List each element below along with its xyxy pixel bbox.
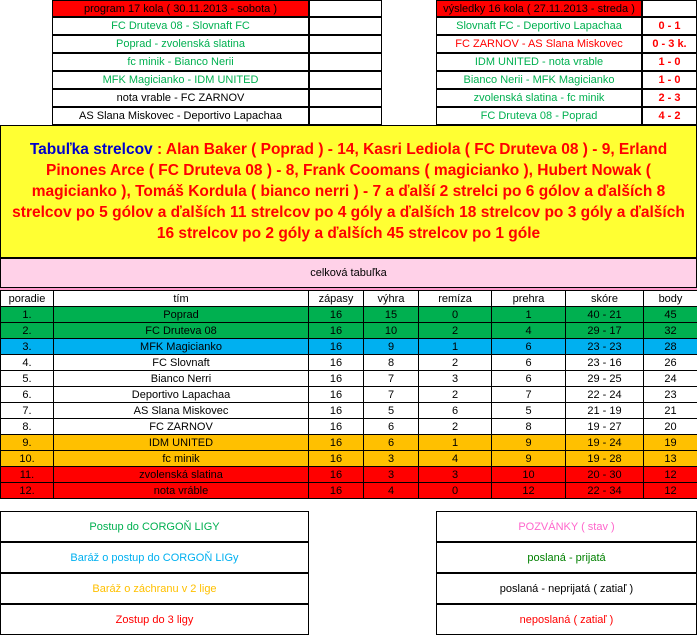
- wins-cell: 7: [364, 371, 419, 387]
- result-score: 2 - 3: [642, 89, 697, 107]
- standings-header-cell: body: [644, 291, 697, 307]
- played-cell: 16: [309, 419, 364, 435]
- table-row: [1, 451, 697, 467]
- score-cell: 23 - 16: [566, 355, 644, 371]
- losses-cell: 4: [492, 323, 566, 339]
- result-match: zvolenská slatina - fc minik: [436, 89, 642, 107]
- wins-cell: 10: [364, 323, 419, 339]
- points-cell: 12: [644, 483, 697, 499]
- points-cell: 12: [644, 467, 697, 483]
- pos-cell: 11.: [1, 467, 54, 483]
- wins-cell: 4: [364, 483, 419, 499]
- result-match: Slovnaft FC - Deportivo Lapachaa: [436, 17, 642, 35]
- program-header: program 17 kola ( 30.11.2013 - sobota ): [52, 0, 309, 17]
- wins-cell: 7: [364, 387, 419, 403]
- team-cell: IDM UNITED: [54, 435, 309, 451]
- result-score: 4 - 2: [642, 107, 697, 125]
- result-score: 0 - 3 k.: [642, 35, 697, 53]
- score-cell: 20 - 30: [566, 467, 644, 483]
- points-cell: 19: [644, 435, 697, 451]
- standings-header-row: [1, 291, 697, 307]
- program-match: Poprad - zvolenská slatina: [52, 35, 309, 53]
- played-cell: 16: [309, 323, 364, 339]
- score-cell: 23 - 23: [566, 339, 644, 355]
- losses-cell: 6: [492, 339, 566, 355]
- program-match-blank: [309, 17, 382, 35]
- score-cell: 19 - 24: [566, 435, 644, 451]
- table-row: [1, 307, 697, 323]
- team-cell: fc minik: [54, 451, 309, 467]
- played-cell: 16: [309, 371, 364, 387]
- score-cell: 29 - 17: [566, 323, 644, 339]
- wins-cell: 5: [364, 403, 419, 419]
- table-row: [1, 323, 697, 339]
- losses-cell: 10: [492, 467, 566, 483]
- score-cell: 22 - 34: [566, 483, 644, 499]
- losses-cell: 7: [492, 387, 566, 403]
- draws-cell: 4: [419, 451, 492, 467]
- team-cell: Bianco Nerri: [54, 371, 309, 387]
- played-cell: 16: [309, 387, 364, 403]
- pos-cell: 6.: [1, 387, 54, 403]
- draws-cell: 3: [419, 467, 492, 483]
- results-header: výsledky 16 kola ( 27.11.2013 - streda ): [436, 0, 642, 17]
- draws-cell: 2: [419, 355, 492, 371]
- invitation-status-item: poslaná - neprijatá ( zatiaľ ): [436, 573, 697, 604]
- standings-header-cell: prehra: [492, 291, 566, 307]
- standings-header-cell: tím: [54, 291, 309, 307]
- pos-cell: 9.: [1, 435, 54, 451]
- standings-title: celková tabuľka: [0, 258, 697, 288]
- invitation-status-item: poslaná - prijatá: [436, 542, 697, 573]
- draws-cell: 2: [419, 419, 492, 435]
- table-row: [1, 467, 697, 483]
- program-match-blank: [309, 35, 382, 53]
- score-cell: 22 - 24: [566, 387, 644, 403]
- score-cell: 29 - 25: [566, 371, 644, 387]
- draws-cell: 3: [419, 371, 492, 387]
- losses-cell: 6: [492, 371, 566, 387]
- losses-cell: 5: [492, 403, 566, 419]
- result-match: FC ZARNOV - AS Slana Miskovec: [436, 35, 642, 53]
- points-cell: 32: [644, 323, 697, 339]
- legend-item: Baráž o postup do CORGOŇ LIGy: [0, 542, 309, 573]
- draws-cell: 0: [419, 483, 492, 499]
- result-score: 1 - 0: [642, 71, 697, 89]
- team-cell: Poprad: [54, 307, 309, 323]
- draws-cell: 6: [419, 403, 492, 419]
- scorers-text: : Alan Baker ( Poprad ) - 14, Kasri Lediola ( FC Druteva 08 ) - 9, Erland Pinones Arce ( FC Druteva 08 ) - 8, Frank Coomans ( magicianko ), Hubert Nowak ( magicianko ), Tomáš Kordula ( bianco nerri ) - 7 a ďalší 2 strelci po 6 gólov a ďalších 8 strelcov po 5 gólov a ďalších 11 strelcov po 4 góly a ďalších 18 strelcov po 3 góly a ďalších 16 strelcov po 2 góly a ďalších 45 strelcov po 1 góle: [12, 141, 685, 242]
- result-match: FC Druteva 08 - Poprad: [436, 107, 642, 125]
- wins-cell: 6: [364, 435, 419, 451]
- team-cell: nota vráble: [54, 483, 309, 499]
- program-match-blank: [309, 71, 382, 89]
- table-row: [1, 483, 697, 499]
- points-cell: 13: [644, 451, 697, 467]
- program-match: AS Slana Miskovec - Deportivo Lapachaa: [52, 107, 309, 125]
- score-cell: 19 - 27: [566, 419, 644, 435]
- team-cell: AS Slana Miskovec: [54, 403, 309, 419]
- losses-cell: 8: [492, 419, 566, 435]
- points-cell: 24: [644, 371, 697, 387]
- losses-cell: 6: [492, 355, 566, 371]
- played-cell: 16: [309, 307, 364, 323]
- standings-header-cell: výhra: [364, 291, 419, 307]
- standings-header-cell: zápasy: [309, 291, 364, 307]
- played-cell: 16: [309, 435, 364, 451]
- result-match: IDM UNITED - nota vrable: [436, 53, 642, 71]
- wins-cell: 3: [364, 467, 419, 483]
- losses-cell: 1: [492, 307, 566, 323]
- score-cell: 21 - 19: [566, 403, 644, 419]
- pos-cell: 8.: [1, 419, 54, 435]
- program-match-blank: [309, 89, 382, 107]
- team-cell: FC ZARNOV: [54, 419, 309, 435]
- program-match: MFK Magicianko - IDM UNITED: [52, 71, 309, 89]
- result-score: 0 - 1: [642, 17, 697, 35]
- legend-item: Postup do CORGOŇ LIGY: [0, 511, 309, 542]
- pos-cell: 4.: [1, 355, 54, 371]
- draws-cell: 2: [419, 387, 492, 403]
- pos-cell: 7.: [1, 403, 54, 419]
- team-cell: MFK Magicianko: [54, 339, 309, 355]
- team-cell: FC Slovnaft: [54, 355, 309, 371]
- played-cell: 16: [309, 339, 364, 355]
- legend-item: Baráž o záchranu v 2 lige: [0, 573, 309, 604]
- standings-header-cell: skóre: [566, 291, 644, 307]
- result-match: Bianco Nerii - MFK Magicianko: [436, 71, 642, 89]
- table-row: [1, 355, 697, 371]
- table-row: [1, 339, 697, 355]
- program-header-blank: [309, 0, 382, 17]
- pos-cell: 2.: [1, 323, 54, 339]
- played-cell: 16: [309, 403, 364, 419]
- losses-cell: 9: [492, 435, 566, 451]
- points-cell: 45: [644, 307, 697, 323]
- wins-cell: 3: [364, 451, 419, 467]
- pos-cell: 5.: [1, 371, 54, 387]
- standings-header-cell: remíza: [419, 291, 492, 307]
- standings-header-cell: poradie: [1, 291, 54, 307]
- played-cell: 16: [309, 467, 364, 483]
- pos-cell: 3.: [1, 339, 54, 355]
- team-cell: Deportivo Lapachaa: [54, 387, 309, 403]
- played-cell: 16: [309, 483, 364, 499]
- played-cell: 16: [309, 451, 364, 467]
- pos-cell: 12.: [1, 483, 54, 499]
- pos-cell: 1.: [1, 307, 54, 323]
- team-cell: zvolenská slatina: [54, 467, 309, 483]
- table-row: [1, 419, 697, 435]
- table-row: [1, 435, 697, 451]
- pos-cell: 10.: [1, 451, 54, 467]
- score-cell: 19 - 28: [566, 451, 644, 467]
- wins-cell: 9: [364, 339, 419, 355]
- points-cell: 20: [644, 419, 697, 435]
- result-score: 1 - 0: [642, 53, 697, 71]
- table-row: [1, 403, 697, 419]
- draws-cell: 1: [419, 339, 492, 355]
- standings-table: [0, 290, 697, 499]
- wins-cell: 6: [364, 419, 419, 435]
- losses-cell: 12: [492, 483, 566, 499]
- points-cell: 21: [644, 403, 697, 419]
- points-cell: 28: [644, 339, 697, 355]
- wins-cell: 8: [364, 355, 419, 371]
- scorers-panel: [0, 125, 697, 258]
- wins-cell: 15: [364, 307, 419, 323]
- program-match: fc minik - Bianco Nerii: [52, 53, 309, 71]
- points-cell: 26: [644, 355, 697, 371]
- draws-cell: 2: [419, 323, 492, 339]
- played-cell: 16: [309, 355, 364, 371]
- scorers-label: Tabuľka strelcov: [29, 141, 153, 158]
- program-match-blank: [309, 53, 382, 71]
- losses-cell: 9: [492, 451, 566, 467]
- points-cell: 23: [644, 387, 697, 403]
- table-row: [1, 371, 697, 387]
- results-header-blank: [642, 0, 697, 17]
- invitation-status-item: POZVÁNKY ( stav ): [436, 511, 697, 542]
- program-match-blank: [309, 107, 382, 125]
- legend-item: Zostup do 3 ligy: [0, 604, 309, 635]
- program-match: nota vrable - FC ZARNOV: [52, 89, 309, 107]
- invitation-status-item: neposlaná ( zatiaľ ): [436, 604, 697, 635]
- draws-cell: 1: [419, 435, 492, 451]
- table-row: [1, 387, 697, 403]
- team-cell: FC Druteva 08: [54, 323, 309, 339]
- program-match: FC Druteva 08 - Slovnaft FC: [52, 17, 309, 35]
- score-cell: 40 - 21: [566, 307, 644, 323]
- draws-cell: 0: [419, 307, 492, 323]
